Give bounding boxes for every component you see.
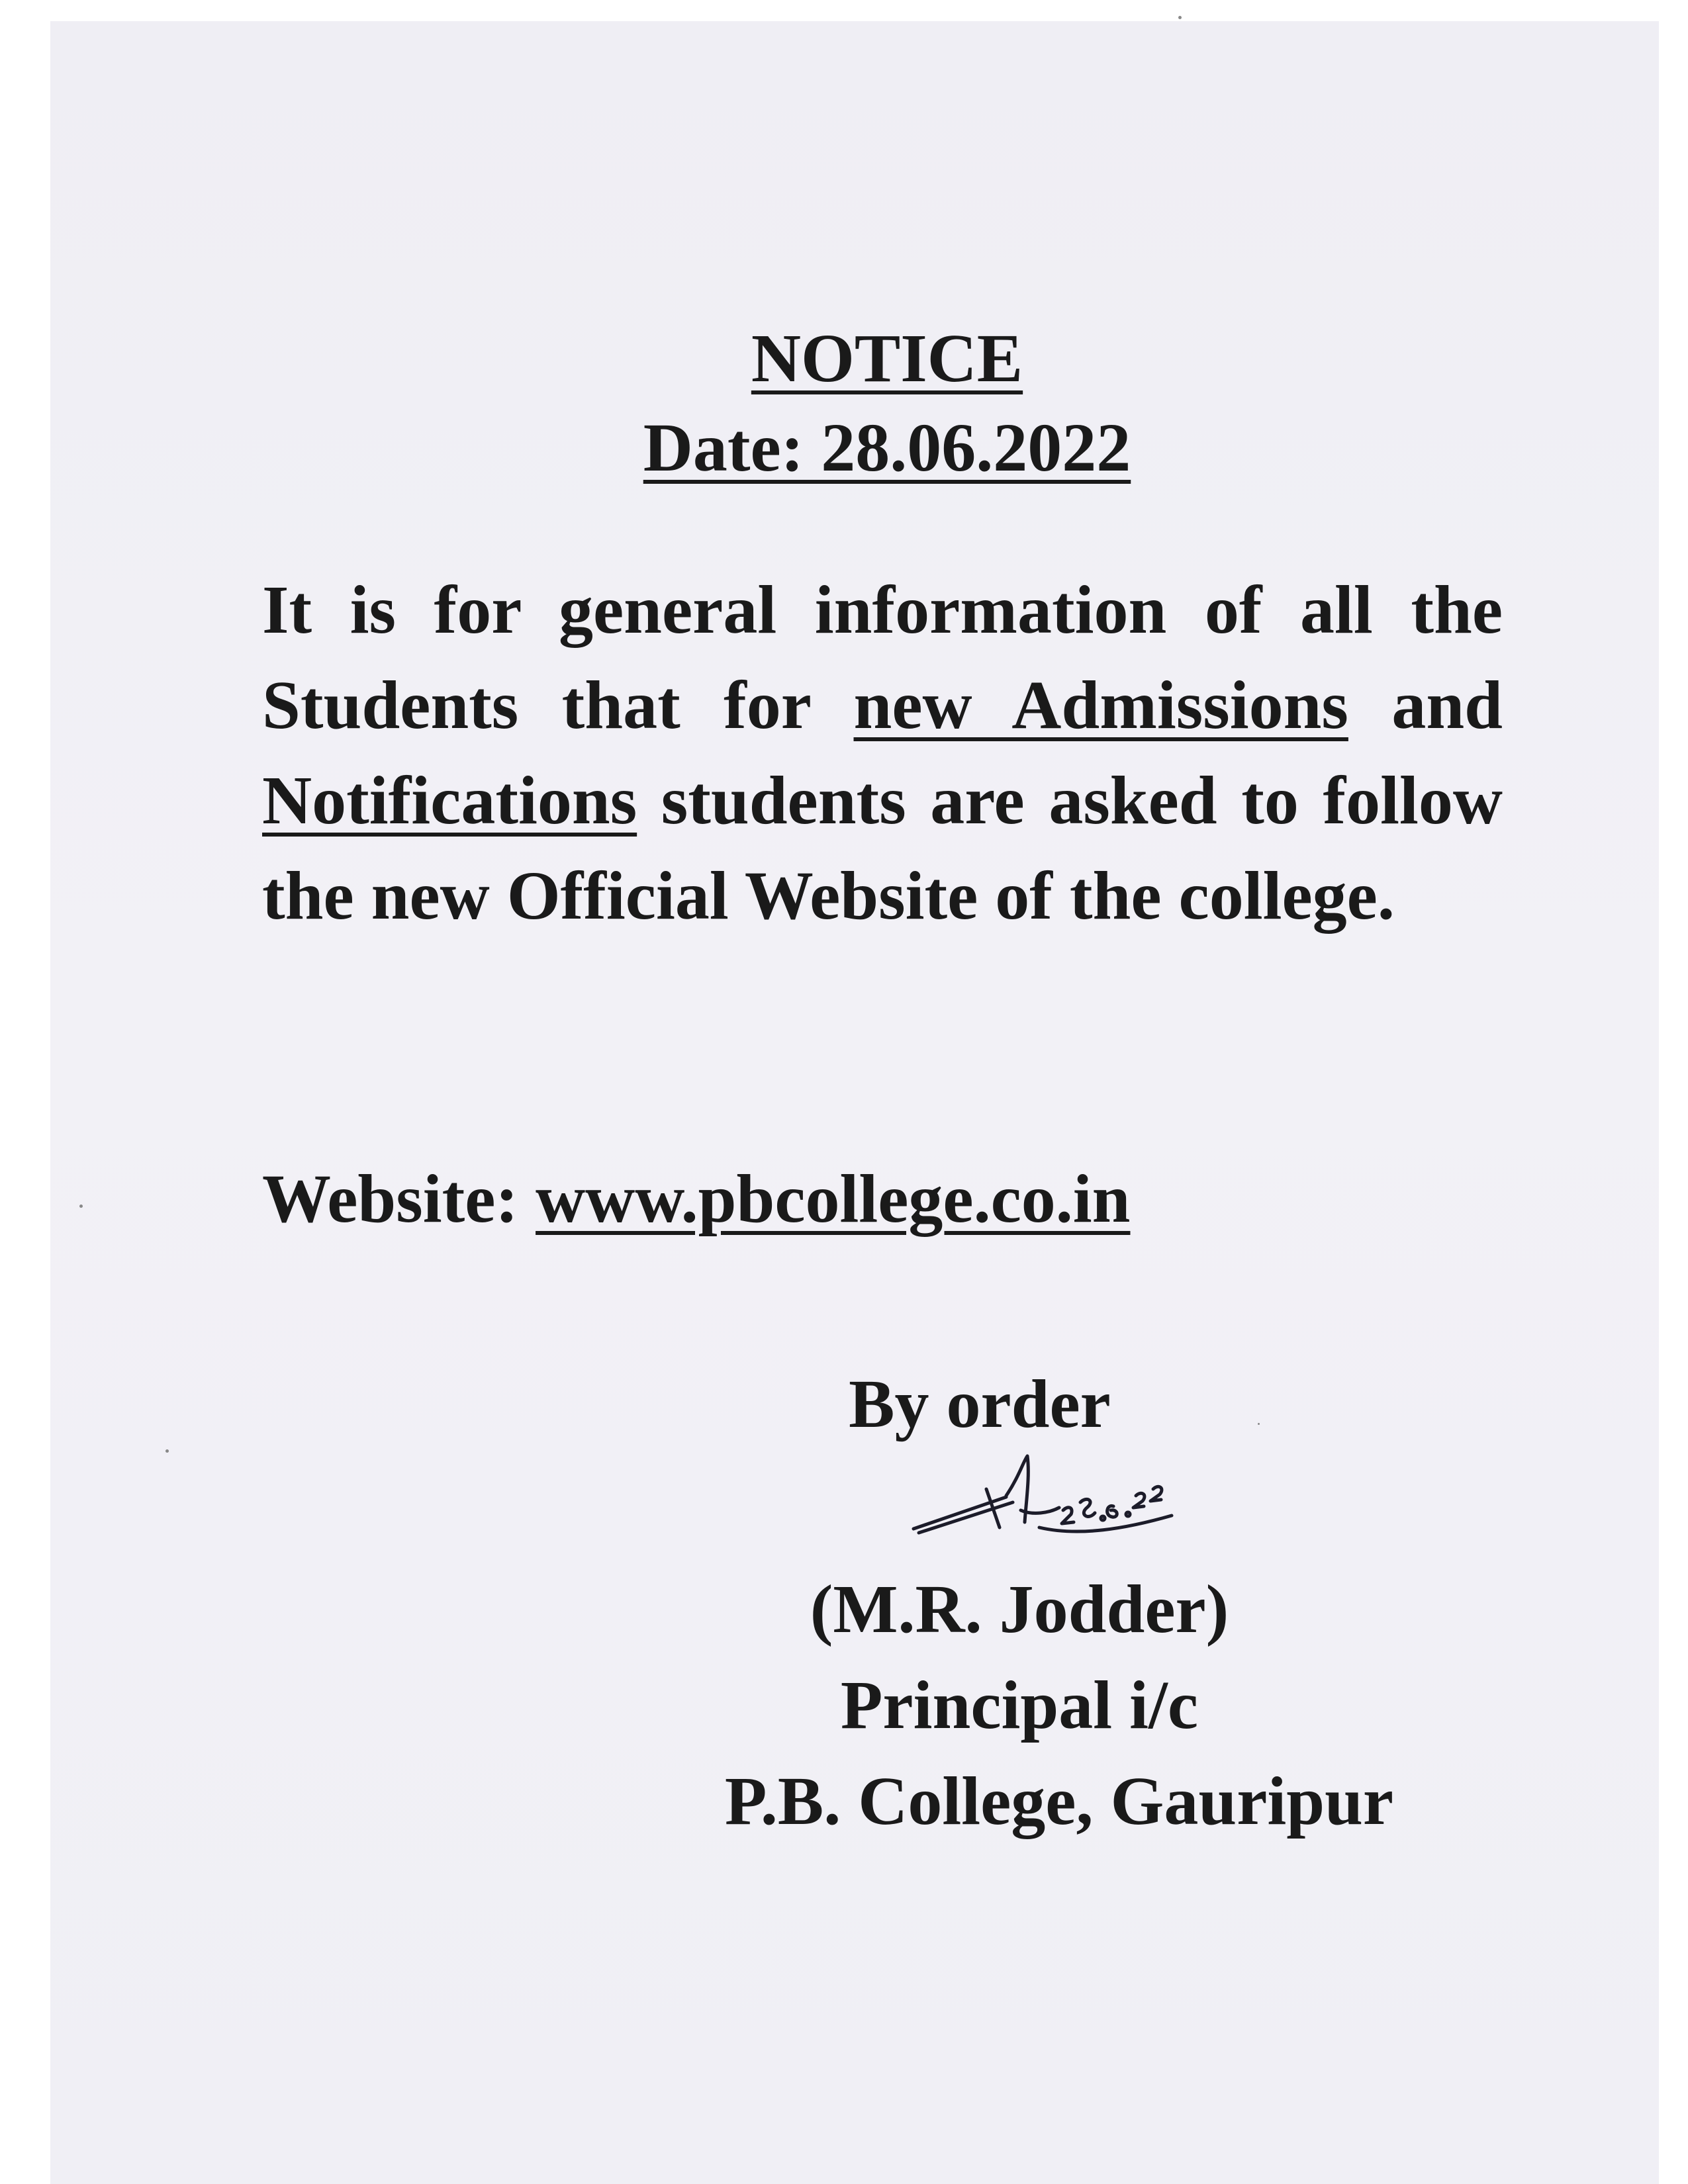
scan-speck xyxy=(79,1205,83,1208)
new-admissions-text: new Admissions xyxy=(853,667,1348,743)
scan-speck xyxy=(1178,16,1182,19)
notice-title: NOTICE xyxy=(751,320,1023,396)
signatory-name: (M.R. Jodder) xyxy=(810,1571,1229,1647)
body-text-part: It is for general information of all the Students that for xyxy=(262,572,1503,743)
website-url: www.pbcollege.co.in xyxy=(536,1161,1131,1237)
scan-speck xyxy=(1258,1423,1260,1425)
body-text-part: students are asked to follow the new Official Website of the college. xyxy=(262,762,1503,934)
website-label: Website: xyxy=(262,1161,536,1237)
notice-body xyxy=(262,563,1503,944)
body-text-part: and xyxy=(1348,667,1503,743)
scan-speck xyxy=(165,1449,169,1453)
notifications-text: Notifications xyxy=(262,762,637,839)
college-name: P.B. College, Gauripur xyxy=(724,1763,1394,1839)
notice-date: Date: 28.06.2022 xyxy=(643,410,1131,486)
handwritten-signature xyxy=(907,1449,1251,1555)
by-order-text: By order xyxy=(849,1366,1111,1442)
signatory-designation: Principal i/c xyxy=(840,1667,1199,1743)
website-line xyxy=(262,1161,1131,1237)
